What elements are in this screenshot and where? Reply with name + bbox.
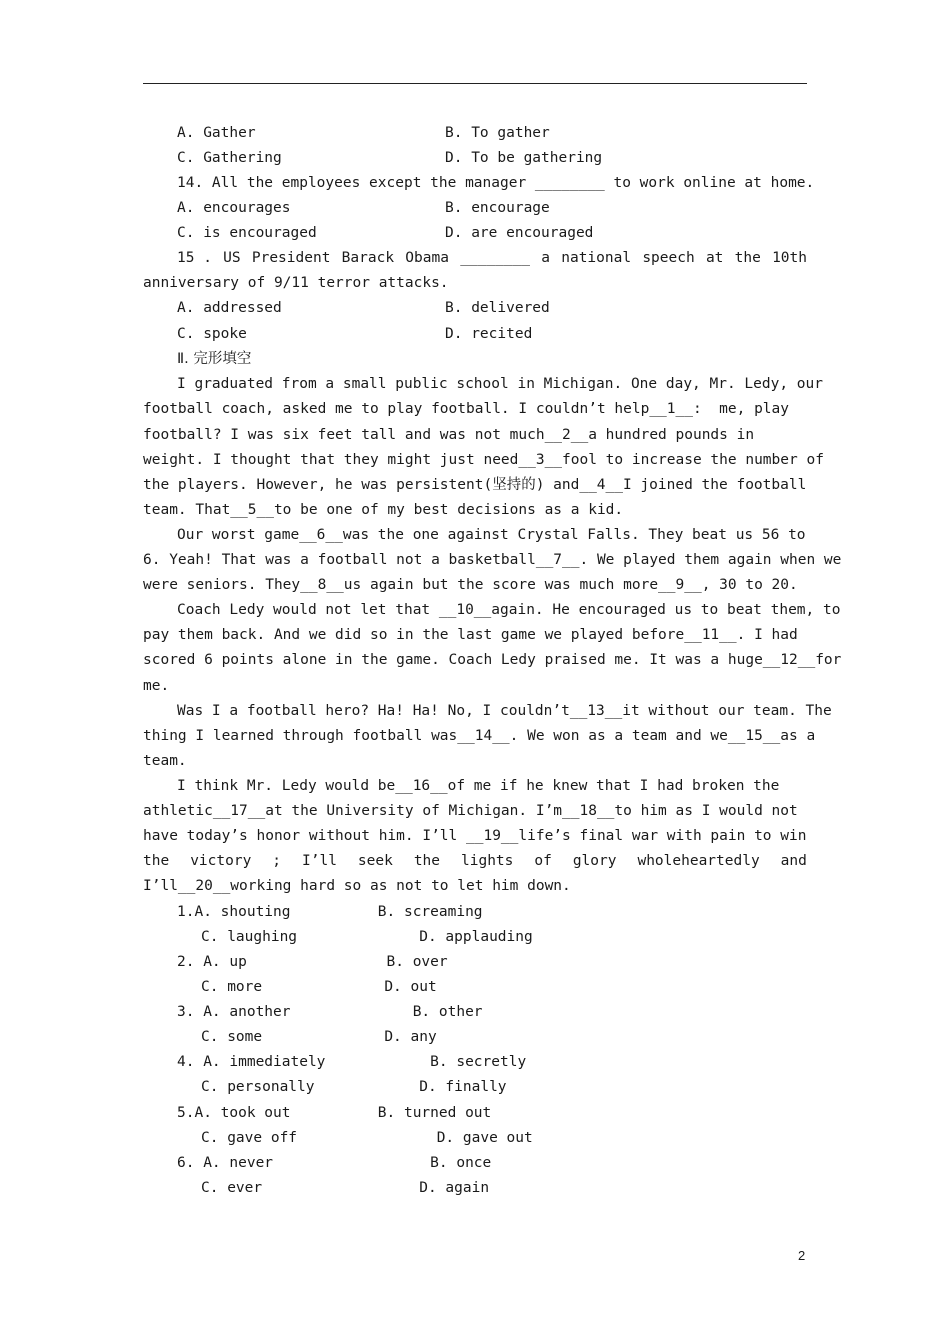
passage-line: football? I was six feet tall and was not much__2__a hundred pounds in [143,427,755,443]
passage-line: team. That__5__to be one of my best decisions as a kid. [143,502,624,518]
page-number: 2 [798,1248,806,1263]
passage-line: Coach Ledy would not let that __10__again. He encouraged us to beat them, to [177,602,841,618]
prev-option-c: C. Gathering [177,150,282,166]
option-row: C. laughing D. applauding [201,929,533,945]
option-row: C. some D. any [201,1029,437,1045]
prev-option-d: D. To be gathering [445,150,603,166]
q15-option-a: A. addressed [177,300,282,316]
passage-line: thing I learned through football was__14__. We won as a team and we__15__as a [143,728,816,744]
q15-stem-line2: anniversary of 9/11 terror attacks. [143,275,449,291]
prev-option-a: A. Gather [177,125,256,141]
passage-line: weight. I thought that they might just need__3__fool to increase the number of [143,452,824,468]
passage-line: I’ll__20__working hard so as not to let him down. [143,878,571,894]
passage-line: the players. However, he was persistent(坚持的) and__4__I joined the football [143,477,807,493]
q14-option-a: A. encourages [177,200,291,216]
option-row: 4. A. immediately B. secretly [177,1054,527,1070]
passage-line: athletic__17__at the University of Michigan. I’m__18__to him as I would not [143,803,798,819]
passage-line: I think Mr. Ledy would be__16__of me if he knew that I had broken the [177,778,780,794]
passage-line: team. [143,753,187,769]
passage-line: 6. Yeah! That was a football not a basketball__7__. We played them again when we [143,552,842,568]
passage-line: have today’s honor without him. I’ll __19__life’s final war with pain to win [143,828,807,844]
passage-line: the victory ; I’ll seek the lights of glory wholeheartedly and [143,853,807,869]
passage-line: Was I a football hero? Ha! Ha! No, I couldn’t__13__it without our team. The [177,703,832,719]
passage-line: I graduated from a small public school in Michigan. One day, Mr. Ledy, our [177,376,824,392]
option-row: C. personally D. finally [201,1079,507,1095]
passage-line: were seniors. They__8__us again but the score was much more__9__, 30 to 20. [143,577,798,593]
option-row: 6. A. never B. once [177,1155,492,1171]
q14-option-b: B. encourage [445,200,550,216]
passage-line: football coach, asked me to play football. I couldn’t help__1__: me, play [143,401,790,417]
option-row: 3. A. another B. other [177,1004,483,1020]
passage-line: pay them back. And we did so in the last game we played before__11__. I had [143,627,798,643]
passage-line: me. [143,678,170,694]
q14-option-c: C. is encouraged [177,225,317,241]
option-row: C. more D. out [201,979,437,995]
header-rule [143,83,807,84]
q15-option-b: B. delivered [445,300,550,316]
q14-stem: 14. All the employees except the manager ________ to work online at home. [177,175,815,191]
q14-option-d: D. are encouraged [445,225,594,241]
q15-option-c: C. spoke [177,326,247,342]
section-title: Ⅱ. 完形填空 [177,351,252,367]
q15-option-d: D. recited [445,326,533,342]
option-row: C. ever D. again [201,1180,490,1196]
passage-line: scored 6 points alone in the game. Coach Ledy praised me. It was a huge__12__for [143,652,842,668]
prev-option-b: B. To gather [445,125,550,141]
q15-stem-line1: 15 . US President Barack Obama ________ a national speech at the 10th [177,250,807,266]
option-row: 2. A. up B. over [177,954,448,970]
passage-line: Our worst game__6__was the one against Crystal Falls. They beat us 56 to [177,527,806,543]
option-row: 5.A. took out B. turned out [177,1105,492,1121]
option-row: 1.A. shouting B. screaming [177,904,483,920]
option-row: C. gave off D. gave out [201,1130,533,1146]
